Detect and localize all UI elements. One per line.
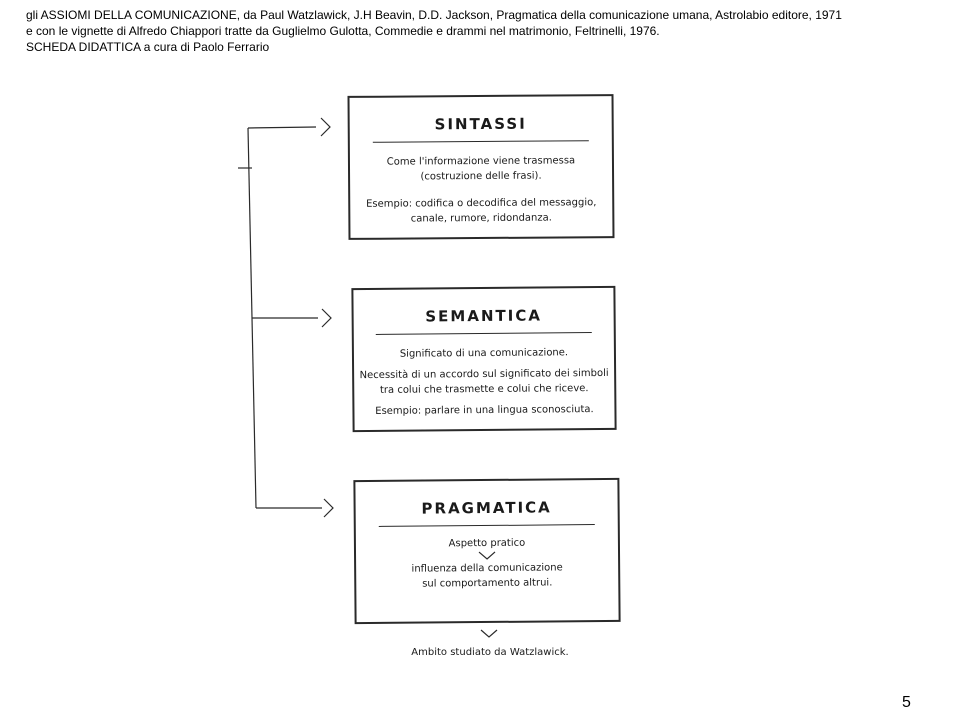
arrow-right-icon [321,118,330,136]
arrow-right-icon [322,309,331,327]
box-text: Esempio: codifica o decodifica del messaggio, [366,197,597,210]
box-text: Come l'informazione viene trasmessa [386,155,576,168]
box-text: sul comportamento altrui. [422,577,553,590]
box-text: (costruzione delle frasi). [420,170,542,183]
box-title-sintassi: SINTASSI [434,114,527,134]
box-title-semantica: SEMANTICA [425,306,542,326]
box-text: canale, rumore, ridondanza. [410,212,552,225]
box-text: Aspetto pratico [448,537,526,550]
box-text: Necessità di un accordo sul significato dei simboli [359,367,609,382]
box-text: influenza della comunicazione [411,562,563,575]
arrow-right-icon [324,499,333,517]
box-text: Esempio: parlare in una lingua sconosciuta. [375,404,594,417]
divider [373,140,589,143]
box-text: Significato di una comunicazione. [399,347,569,360]
connector-branch-sintassi [248,127,316,128]
header-line-1: gli ASSIOMI DELLA COMUNICAZIONE, da Paul Watzlawick, J.H Beavin, D.D. Jackson, Pragmatica della comunicazione umana, Astrolabio editore, 1971 [26,8,842,22]
divider [379,524,595,527]
page-number: 5 [902,694,911,711]
header-line-2: e con le vignette di Alfredo Chiappori tratte da Guglielmo Gulotta, Commedie e drammi nel matrimonio, Feltrinelli, 1976. [26,24,660,38]
divider [376,332,592,335]
box-sintassi [348,94,615,240]
box-semantica [351,286,616,432]
box-pragmatica [353,478,620,624]
arrow-down-icon [477,551,497,561]
header-line-3: SCHEDA DIDATTICA a cura di Paolo Ferrario [26,40,270,54]
arrow-down-icon [479,629,499,639]
scope-note: Ambito studiato da Watzlawick. [411,647,569,658]
box-text: tra colui che trasmette e colui che riceve. [379,383,589,396]
box-title-pragmatica: PRAGMATICA [421,498,552,518]
